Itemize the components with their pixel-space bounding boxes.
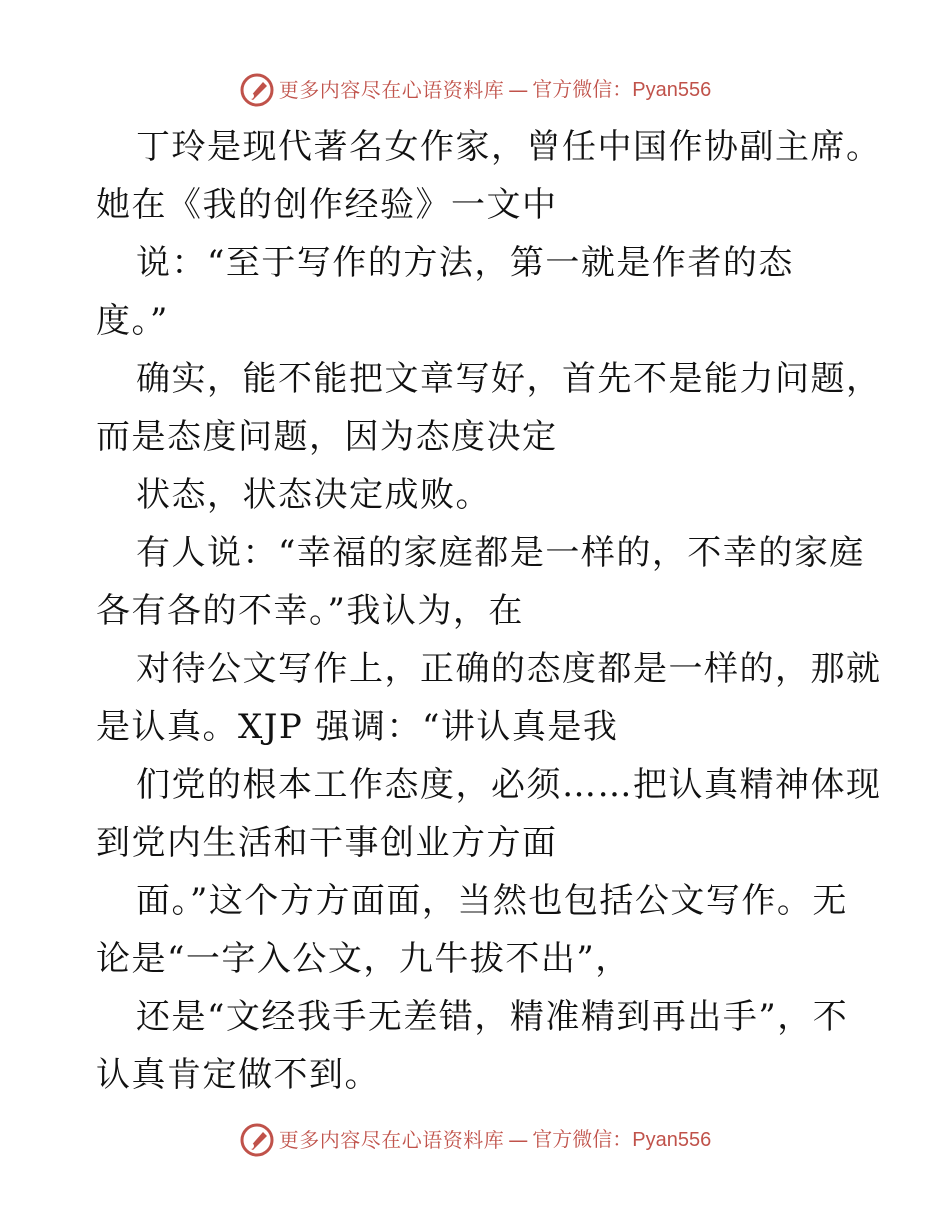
text-line: 还是“文经我手无差错，精准精到再出手”，不 [136, 997, 849, 1037]
text-line: 度。” [96, 301, 169, 341]
text-line: 而是态度问题，因为态度决定 [96, 417, 558, 457]
banner-separator: — [508, 1128, 529, 1152]
text-line: 状态，状态决定成败。 [136, 475, 491, 515]
text-line: 丁玲是现代著名女作家，曾任中国作协副主席。 [136, 127, 882, 167]
pen-logo-icon [239, 72, 275, 108]
text-line: 对待公文写作上，正确的态度都是一样的，那就 [136, 649, 882, 689]
footer-banner [0, 1122, 950, 1158]
text-line: 是认真。XJP 强调：“讲认真是我 [96, 707, 619, 747]
banner-text: 更多内容尽在心语资料库 [278, 1128, 505, 1152]
text-line: 确实，能不能把文章写好，首先不是能力问题， [136, 359, 882, 399]
document-body [96, 118, 896, 1104]
banner-contact: 官方微信：Pyan556 [532, 79, 712, 101]
text-line: 说：“至于写作的方法，第一就是作者的态 [136, 243, 794, 283]
text-line: 她在《我的创作经验》一文中 [96, 185, 558, 225]
text-line: 到党内生活和干事创业方方面 [96, 823, 558, 863]
header-banner [0, 72, 950, 108]
text-line: 们党的根本工作态度，必须……把认真精神体现 [136, 765, 882, 805]
pen-logo-icon [239, 1122, 275, 1158]
text-line: 各有各的不幸。”我认为，在 [96, 591, 524, 631]
banner-text: 更多内容尽在心语资料库 [278, 78, 505, 102]
text-line: 面。”这个方方面面，当然也包括公文写作。无 [136, 881, 848, 921]
banner-contact: 官方微信：Pyan556 [532, 1129, 712, 1151]
text-line: 认真肯定做不到。 [96, 1055, 380, 1095]
text-line: 论是“一字入公文，九牛拔不出”， [96, 939, 631, 979]
text-line: 有人说：“幸福的家庭都是一样的，不幸的家庭 [136, 533, 865, 573]
banner-separator: — [508, 78, 529, 102]
